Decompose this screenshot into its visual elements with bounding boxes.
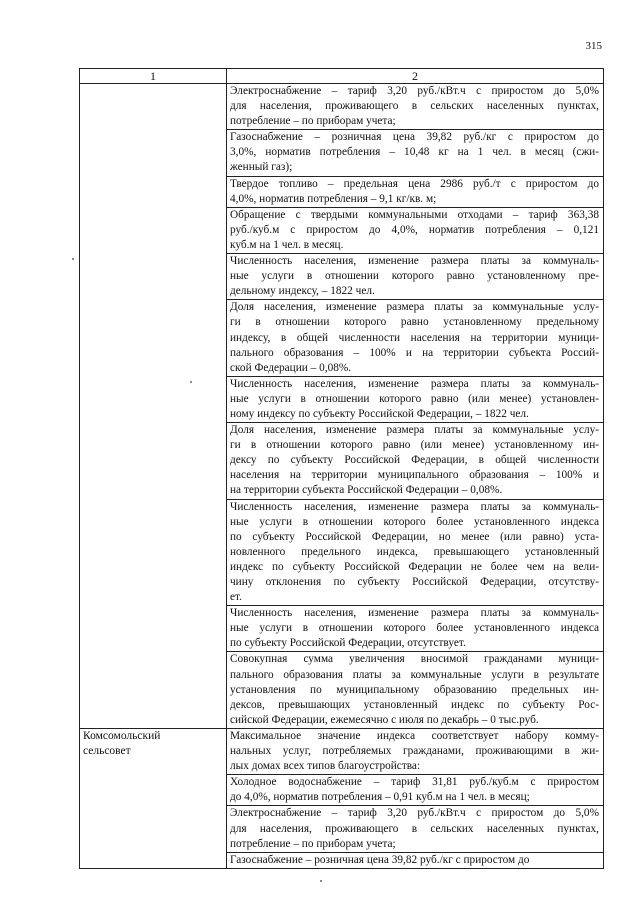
table-header-row — [80, 69, 604, 84]
municipality-name-line: Комсомольский — [83, 729, 161, 742]
description-paragraph — [227, 775, 603, 806]
paragraph-line: Газоснабжение – розничная цена 39,82 руб./кг с приростом до — [230, 853, 530, 866]
paragraph-line: Доля населения, изменение размера платы за коммунальные услу- — [230, 424, 599, 437]
municipality-name-line — [83, 84, 223, 99]
description-paragraph — [227, 652, 603, 727]
scan-speck — [190, 381, 192, 383]
municipality-name-line: сельсовет — [83, 745, 131, 758]
paragraph-line: женный газ); — [230, 161, 293, 174]
paragraph-line: ги в отношении которого равно (или менее) установленному ин- — [230, 439, 599, 452]
description-paragraph — [227, 729, 603, 775]
column-header-2: 2 — [227, 69, 604, 84]
paragraph-line: лых домах всех типов благоустройства: — [230, 760, 421, 773]
description-cell — [227, 728, 604, 868]
description-paragraph — [227, 300, 603, 376]
description-paragraph — [227, 377, 603, 423]
scan-speck — [320, 880, 322, 882]
paragraph-line: Твердое топливо – предельная цена 2986 руб./т с приростом до — [230, 177, 599, 190]
paragraph-line: Численность населения, изменение размера платы за коммуналь- — [230, 377, 599, 390]
paragraph-line: ет. — [230, 591, 242, 604]
paragraph-line: ные услуги в отношении которого более установленного индекса — [230, 622, 599, 635]
municipality-cell — [80, 728, 227, 868]
table-row-komsomolsky — [80, 728, 604, 868]
paragraph-line: 3,0%, норматив потребления – 10,48 кг на 1 чел. в месяц (сжи- — [230, 146, 599, 159]
scan-speck — [72, 258, 74, 260]
paragraph-line: куб.м на 1 чел. в месяц. — [230, 238, 344, 251]
paragraph-line: Численность населения, изменение размера платы за коммуналь- — [230, 500, 599, 513]
description-cell — [227, 84, 604, 729]
municipality-name — [80, 84, 226, 114]
paragraph-line: Холодное водоснабжение – тариф 31,81 руб./куб.м с приростом — [230, 776, 599, 789]
paragraph-line: Численность населения, изменение размера платы за коммуналь- — [230, 607, 599, 620]
paragraph-line: Максимальное значение индекса соответствует набору комму- — [230, 729, 599, 742]
municipality-name — [80, 729, 226, 759]
paragraph-line: сийской Федерации, ежемесячно с июля по декабрь – 0 тыс.руб. — [230, 713, 539, 726]
paragraph-line: Доля населения, изменение размера платы за коммунальные услу- — [230, 301, 599, 314]
paragraph-line: индексу, в общей численности населения на территории муници- — [230, 331, 599, 344]
paragraph-line: дельному индексу, – 1822 чел. — [230, 285, 375, 298]
paragraph-line: новленного предельного индекса, превышающего установленный — [230, 545, 599, 558]
paragraph-line: по субъекту Российской Федерации, отсутствует. — [230, 637, 466, 650]
paragraph-line: до 4,0%, норматив потребления – 0,91 куб.м на 1 чел. в месяц; — [230, 791, 530, 804]
paragraph-line: ные услуги в отношении которого более установленного индекса — [230, 515, 599, 528]
paragraph-line: ги в отношении которого равно установленному предельному — [230, 316, 599, 329]
description-paragraph — [227, 853, 603, 868]
paragraph-line: для населения, проживающего в сельских населенных пунктах, — [230, 822, 599, 835]
description-paragraph — [227, 130, 603, 176]
paragraph-line: на территории субъекта Российской Федерации – 0,08%. — [230, 484, 503, 497]
description-paragraph — [227, 606, 603, 652]
municipality-cell — [80, 84, 227, 729]
data-table — [79, 68, 604, 869]
paragraph-line: Электроснабжение – тариф 3,20 руб./кВт.ч с приростом до 5,0% — [230, 807, 599, 820]
paragraph-line: населения на территории муниципального образования – 100% и — [230, 469, 599, 482]
description-paragraph — [227, 423, 603, 499]
description-paragraph — [227, 254, 603, 300]
paragraph-line: установления по муниципальному образованию предельных ин- — [230, 683, 599, 696]
description-paragraph — [227, 177, 603, 208]
paragraph-line: ской Федерации – 0,08%. — [230, 361, 352, 374]
column-header-1: 1 — [80, 69, 227, 84]
paragraph-line: потребление – по приборам учета; — [230, 115, 396, 128]
paragraph-line: пального образования – 100% и на территории субъекта Россий- — [230, 346, 599, 359]
paragraph-line: ные услуги в отношении которого равно установленному пре- — [230, 270, 599, 283]
description-paragraph — [227, 500, 603, 607]
paragraph-line: индекс по субъекту Российской Федерации не более чем на вели- — [230, 560, 599, 573]
table-row-continuation — [80, 84, 604, 729]
paragraph-line: Совокупная сумма увеличения вносимой гражданами муници- — [230, 653, 599, 666]
paragraph-line: чину отклонения по субъекту Российской Федерации, отсутству- — [230, 576, 599, 588]
paragraph-line: Численность населения, изменение размера платы за коммуналь- — [230, 255, 599, 268]
paragraph-line: Газоснабжение – розничная цена 39,82 руб./кг с приростом до — [230, 131, 599, 144]
paragraph-line: Электроснабжение – тариф 3,20 руб./кВт.ч с приростом до 5,0% — [230, 85, 599, 97]
paragraph-line: дексов, превышающих установленный индекс по субъекту Рос- — [230, 698, 599, 711]
page-number: 315 — [585, 40, 602, 52]
description-paragraph — [227, 84, 603, 130]
paragraph-line: по субъекту Российской Федерации, но менее (или равно) уста- — [230, 530, 599, 543]
paragraph-line: пального образования платы за коммунальные услуги в результате — [230, 668, 599, 681]
paragraph-line: ному индексу по субъекту Российской Федерации, – 1822 чел. — [230, 407, 529, 420]
paragraph-line: Обращение с твердыми коммунальными отходами – тариф 363,38 — [230, 208, 599, 221]
description-paragraph — [227, 806, 603, 852]
description-paragraph — [227, 208, 603, 254]
paragraph-line: 4,0%, норматив потребления – 9,1 кг/кв. м; — [230, 192, 437, 205]
paragraph-line: нальных услуг, потребляемых гражданами, проживающими в жи- — [230, 745, 599, 758]
paragraph-line: ные услуги в отношении которого равно (или менее) установлен- — [230, 392, 599, 405]
paragraph-line: дексу по субъекту Российской Федерации, в общей численности — [230, 454, 599, 467]
paragraph-line: для населения, проживающего в сельских населенных пунктах, — [230, 100, 599, 113]
municipality-name-line — [83, 99, 223, 114]
paragraph-line: руб./куб.м с приростом до 4,0%, норматив потребления – 0,121 — [230, 223, 599, 236]
paragraph-line: потребление – по приборам учета; — [230, 837, 396, 850]
